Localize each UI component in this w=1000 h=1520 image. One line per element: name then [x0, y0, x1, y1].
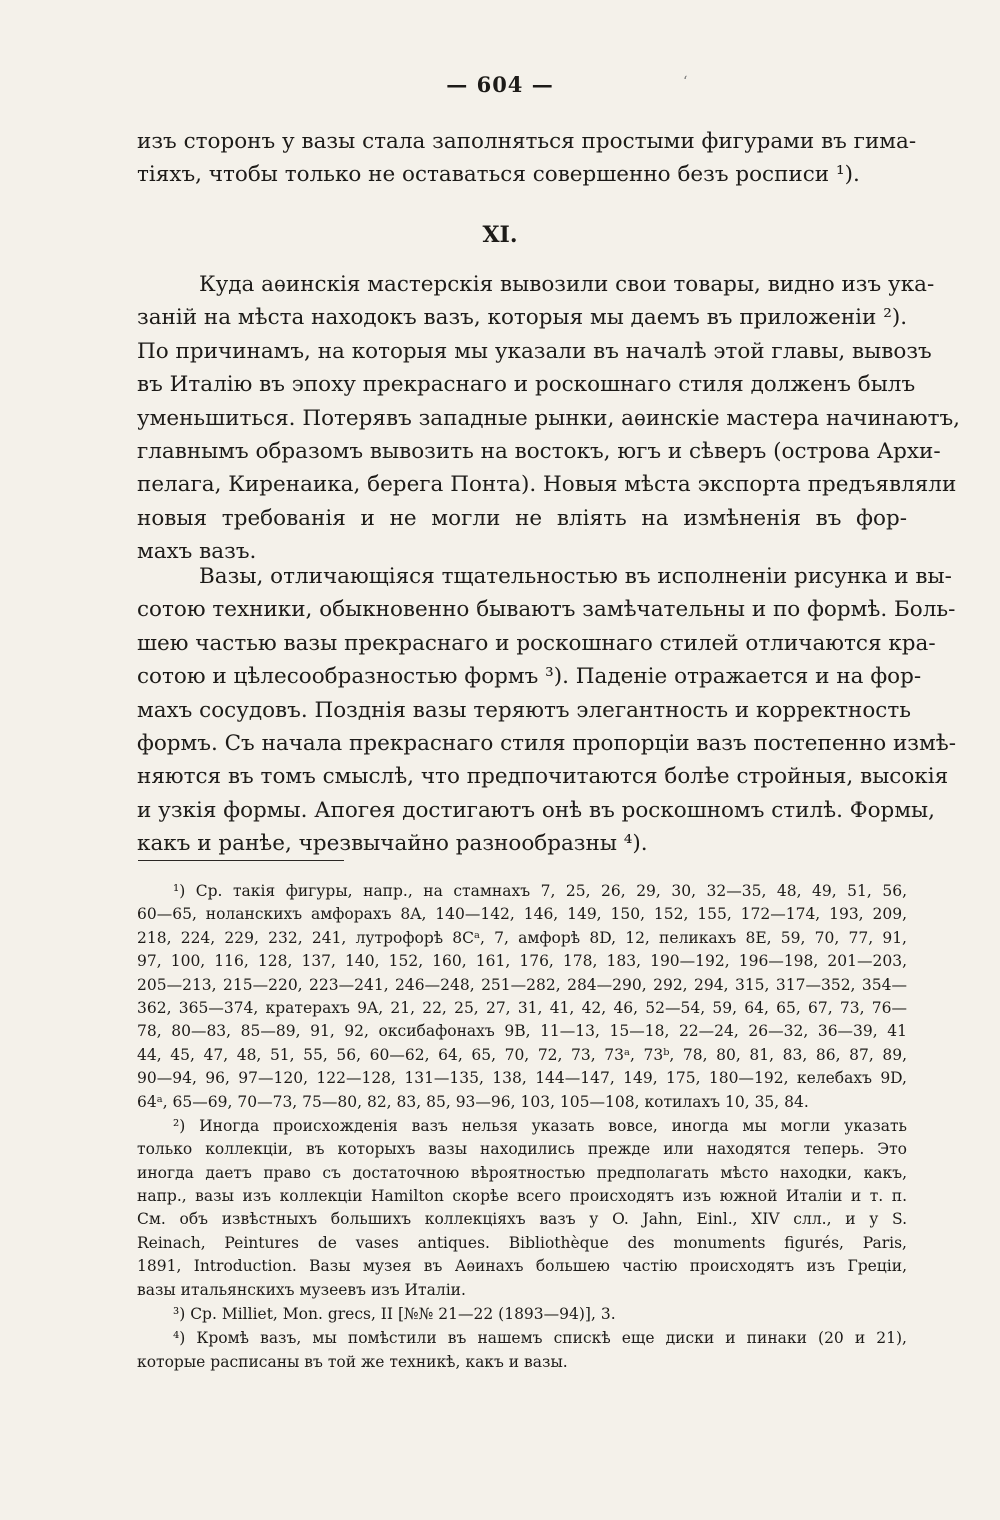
text-line: изъ сторонъ у вазы стала заполняться простыми фигурами въ гима- — [137, 129, 917, 154]
text-line: въ Италію въ эпоху прекраснаго и роскошнаго стиля долженъ былъ — [137, 372, 916, 398]
footnote-line: 90—94, 96, 97—120, 122—128, 131—135, 138, 144—147, 149, 175, 180—192, келебахъ 9D, — [137, 1069, 907, 1088]
footnote-line: вазы итальянскихъ музеевъ изъ Италіи. — [137, 1280, 466, 1299]
text-line: шею частью вазы прекраснаго и роскошнаго стилей отличаются кра- — [137, 630, 936, 656]
text-line: какъ и ранѣе, чрезвычайно разнообразны ⁴). — [137, 831, 648, 857]
paragraph-2 — [137, 560, 956, 861]
footnote-2 — [137, 1115, 907, 1302]
text-line: сотою техники, обыкновенно бываютъ замѣчательны и по формѣ. Боль- — [137, 597, 956, 623]
footnote-line: 362, 365—374, кратерахъ 9A, 21, 22, 25, 27, 31, 41, 42, 46, 52—54, 59, 64, 65, 67, 73, 76— — [137, 998, 907, 1017]
footnote-line: ⁴) Кромѣ вазъ, мы помѣстили въ нашемъ спискѣ еще диски и пинаки (20 и 21), — [173, 1329, 907, 1348]
section-heading: XI. — [482, 222, 518, 248]
text-line: няются въ томъ смыслѣ, что предпочитаются болѣе стройныя, высокія — [137, 764, 949, 790]
text-line: махъ сосудовъ. Позднія вазы теряютъ элегантность и корректность — [137, 697, 911, 723]
footnote-line: 64ᵃ, 65—69, 70—73, 75—80, 82, 83, 85, 93—96, 103, 105—108, котилахъ 10, 35, 84. — [137, 1092, 809, 1111]
footnote-divider — [138, 860, 344, 861]
footnote-line: 44, 45, 47, 48, 51, 55, 56, 60—62, 64, 65, 70, 72, 73, 73ᵃ, 73ᵇ, 78, 80, 81, 83, 86, 87, 89, — [137, 1045, 907, 1064]
footnote-line: иногда даетъ право съ достаточною вѣроятностью предполагать мѣсто находки, какъ, — [137, 1163, 907, 1182]
footnote-line: напр., вазы изъ коллекціи Hamilton скорѣе всего происходятъ изъ южной Италіи и т. п. — [137, 1187, 907, 1206]
paragraph-continuation — [137, 125, 917, 192]
footnote-line: ²) Иногда происхожденія вазъ нельзя указать вовсе, иногда мы могли указать — [173, 1116, 907, 1135]
footnote-line: См. объ извѣстныхъ большихъ коллекціяхъ вазъ у O. Jahn, Einl., XIV слл., и у S. — [137, 1210, 907, 1229]
text-line: уменьшиться. Потерявъ западные рынки, аѳинскіе мастера начинаютъ, — [137, 405, 960, 431]
text-line: По причинамъ, на которыя мы указали въ началѣ этой главы, вывозъ — [137, 338, 932, 364]
footnote-3 — [137, 1303, 907, 1326]
footnote-line: 218, 224, 229, 232, 241, лутрофорѣ 8Cᵃ, 7, амфорѣ 8D, 12, пеликахъ 8E, 59, 70, 77, 91, — [137, 928, 907, 947]
footnote-line: 60—65, ноланскихъ амфорахъ 8A, 140—142, 146, 149, 150, 152, 155, 172—174, 193, 209, — [137, 905, 907, 924]
text-line: главнымъ образомъ вывозить на востокъ, югъ и сѣверъ (острова Архи- — [137, 438, 941, 464]
text-line: сотою и цѣлесообразностью формъ ³). Паденіе отражается и на фор- — [137, 664, 922, 690]
footnote-line: только коллекціи, въ которыхъ вазы находились прежде или находятся теперь. Это — [137, 1140, 907, 1159]
footnote-1 — [137, 880, 907, 1114]
text-line: новыя требованія и не могли не вліять на измѣненія въ фор- — [137, 505, 907, 531]
footnote-line: ¹) Ср. такія фигуры, напр., на стамнахъ 7, 25, 26, 29, 30, 32—35, 48, 49, 51, 56, — [173, 882, 907, 900]
text-line: формъ. Съ начала прекраснаго стиля пропорціи вазъ постепенно измѣ- — [137, 730, 956, 756]
footnote-line: 97, 100, 116, 128, 137, 140, 152, 160, 161, 176, 178, 183, 190—192, 196—198, 201—203, — [137, 952, 907, 971]
footnote-line: Reinach, Peintures de vases antiques. Bibliothèque des monuments figurés, Paris, — [137, 1233, 907, 1252]
paragraph-1 — [137, 268, 960, 569]
footnote-line: которые расписаны въ той же техникѣ, какъ и вазы. — [137, 1352, 568, 1371]
text-line: Куда аѳинскія мастерскія вывозили свои товары, видно изъ ука- — [199, 272, 935, 297]
footnote-line: 1891, Introduction. Вазы музея въ Аѳинахъ большею частію происходятъ изъ Греціи, — [137, 1257, 907, 1276]
footnote-4 — [137, 1327, 907, 1374]
text-line: махъ вазъ. — [137, 539, 257, 565]
footnote-line: 78, 80—83, 85—89, 91, 92, оксибафонахъ 9B, 11—13, 15—18, 22—24, 26—32, 36—39, 41 — [137, 1022, 907, 1041]
text-line: Вазы, отличающіяся тщательностью въ исполненіи рисунка и вы- — [199, 564, 952, 589]
margin-mark: ʻ — [683, 74, 688, 90]
text-line: пелага, Киренаика, берега Понта). Новыя мѣста экспорта предъявляли — [137, 472, 957, 498]
text-line: заній на мѣста находокъ вазъ, которыя мы даемъ въ приложеніи ²). — [137, 305, 908, 331]
footnotes — [137, 880, 907, 1374]
footnote-line: ³) Ср. Milliet, Mon. grecs, II [№№ 21—22 (1893—94)], 3. — [173, 1305, 616, 1324]
text-line: и узкія формы. Апогея достигаютъ онѣ въ роскошномъ стилѣ. Формы, — [137, 797, 935, 823]
page-number: — 604 — — [446, 72, 554, 97]
footnote-line: 205—213, 215—220, 223—241, 246—248, 251—282, 284—290, 292, 294, 315, 317—352, 354— — [137, 975, 907, 994]
text-line: тіяхъ, чтобы только не оставаться совершенно безъ росписи ¹). — [137, 162, 860, 188]
